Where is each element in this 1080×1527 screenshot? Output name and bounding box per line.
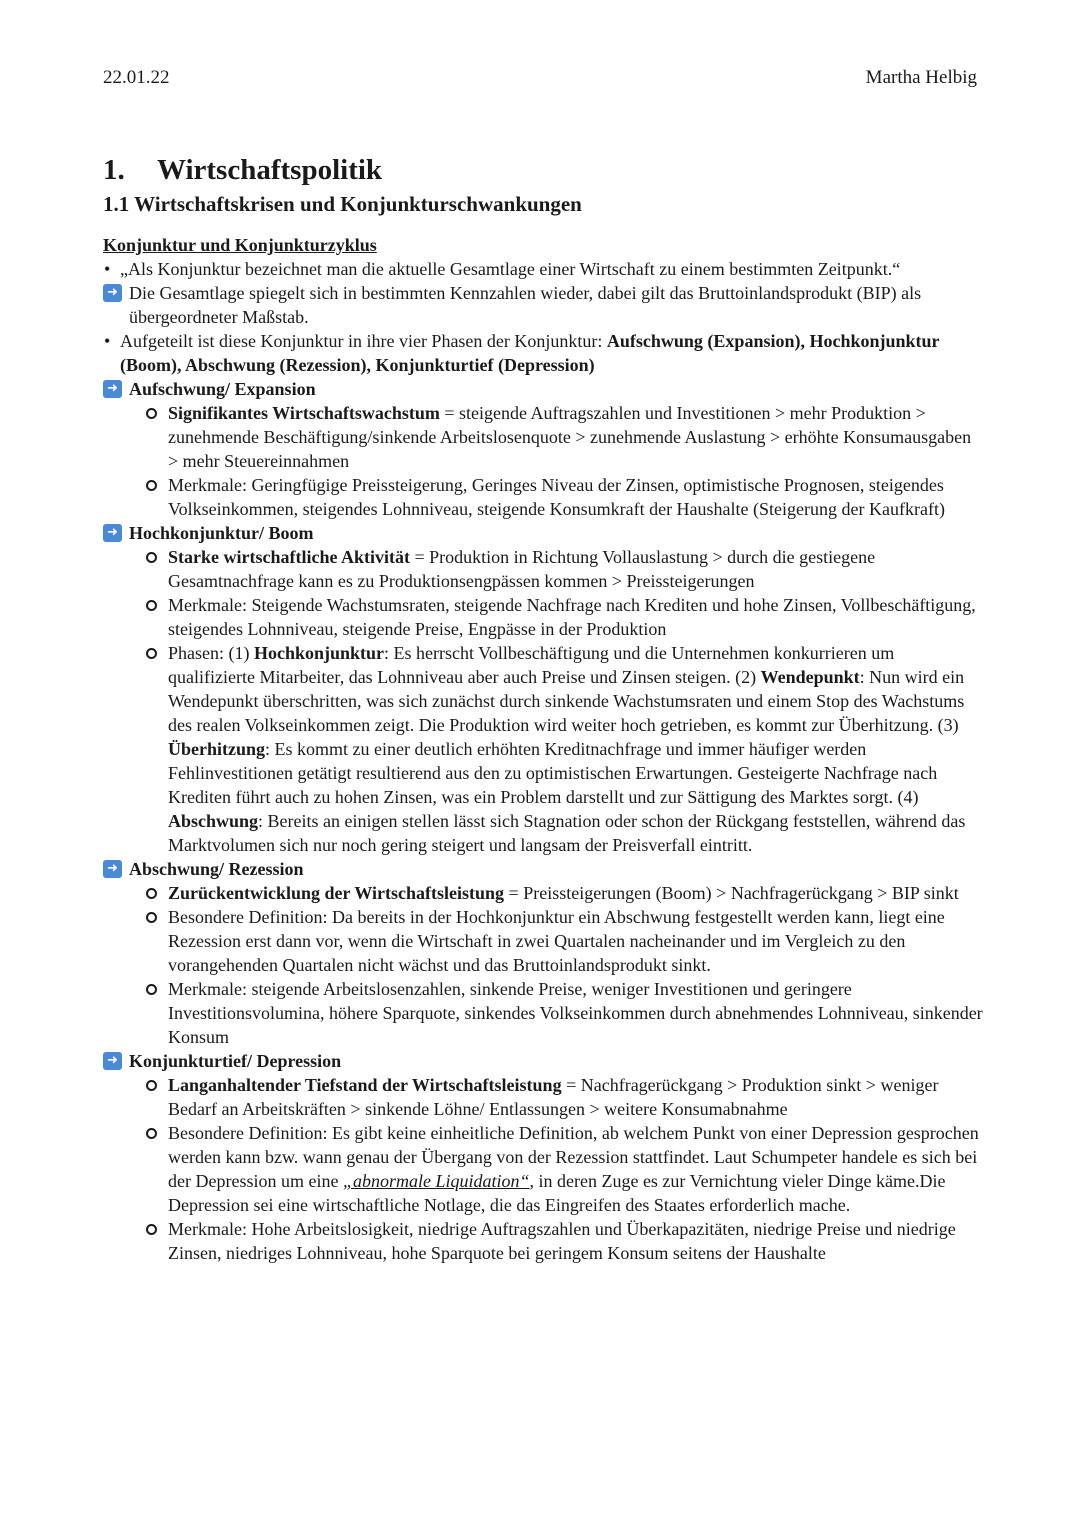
arrow-right-icon: ➜ <box>103 380 122 398</box>
intro-definition: „Als Konjunktur bezeichnet man die aktuelle Gesamtlage einer Wirtschaft zu einem bestimmten Zeitpunkt.“ <box>120 259 901 279</box>
intro-measure: Die Gesamtlage spiegelt sich in bestimmten Kennzahlen wieder, dabei gilt das Bruttoinlandsprodukt (BIP) als übergeordneter Maßstab. <box>129 283 922 327</box>
list-item: Besondere Definition: Es gibt keine einheitliche Definition, ab welchem Punkt von einer Depression gesprochen werden kann bzw. wann genau der Übergang von der Rezession stattfindet. Laut Schumpeter handele es sich bei der Depression um eine „abnormale Liquidation“, in deren Zuge es zur Vernichtung vieler Dinge käme.Die Depression sei eine wirtschaftliche Notlage, die das Eingreifen des Staates erforderlich mache. <box>103 1121 983 1217</box>
intro-phases-text: Aufgeteilt ist diese Konjunktur in ihre vier Phasen der Konjunktur: <box>120 331 607 351</box>
bullet-icon: • <box>104 331 111 351</box>
list-item: Langanhaltender Tiefstand der Wirtschaftsleistung = Nachfragerückgang > Produktion sinkt > weniger Bedarf an Arbeitskräften > sinkende Löhne/ Entlassungen > weitere Konsumabnahme <box>103 1073 983 1121</box>
arrow-right-icon: ➜ <box>103 284 122 302</box>
phase-heading-recession: ➜ Abschwung/ Rezession <box>103 857 983 881</box>
bullet-icon: • <box>104 259 111 279</box>
circle-bullet-icon <box>146 888 157 899</box>
bullet-item <box>103 329 983 377</box>
arrow-right-icon: ➜ <box>103 524 122 542</box>
list-item: Merkmale: steigende Arbeitslosenzahlen, sinkende Preise, weniger Investitionen und geringere Investitionsvolumina, höhere Sparquote, sinkendes Volkseinkommen durch abnehmendes Lohnniveau, sinkender Konsum <box>103 977 983 1049</box>
circle-bullet-icon <box>146 408 157 419</box>
circle-bullet-icon <box>146 480 157 491</box>
list-item: Merkmale: Hohe Arbeitslosigkeit, niedrige Auftragszahlen und Überkapazitäten, niedrige Preise und niedrige Zinsen, niedriges Lohnniveau, hohe Sparquote bei geringem Konsum seitens der Haushalte <box>103 1217 983 1265</box>
page-subtitle: 1.1 Wirtschaftskrisen und Konjunkturschwankungen <box>103 192 582 216</box>
circle-bullet-icon <box>146 552 157 563</box>
list-item: Zurückentwicklung der Wirtschaftsleistung = Preissteigerungen (Boom) > Nachfragerückgang > BIP sinkt <box>103 881 983 905</box>
list-item: Signifikantes Wirtschaftswachstum = steigende Auftragszahlen und Investitionen > mehr Produktion > zunehmende Beschäftigung/sinkende Arbeitslosenquote > zunehmende Auslastung > erhöhte Konsumausgaben > mehr Steuereinnahmen <box>103 401 983 473</box>
page-title <box>103 152 983 188</box>
phase-heading-expansion: ➜ Aufschwung/ Expansion <box>103 377 983 401</box>
list-item: Merkmale: Steigende Wachstumsraten, steigende Nachfrage nach Krediten und hohe Zinsen, Vollbeschäftigung, steigendes Lohnniveau, steigende Preise, Engpässe in der Produktion <box>103 593 983 641</box>
document-body <box>103 152 983 1265</box>
circle-bullet-icon <box>146 648 157 659</box>
title-text: Wirtschaftspolitik <box>157 154 383 186</box>
circle-bullet-icon <box>146 1224 157 1235</box>
circle-bullet-icon <box>146 1080 157 1091</box>
list-item: Phasen: (1) Hochkonjunktur: Es herrscht Vollbeschäftigung und die Unternehmen konkurrieren um qualifizierte Mitarbeiter, das Lohnniveau aber auch Preise und Zinsen steigen. (2) Wendepunkt: Nun wird ein Wendepunkt überschritten, was sich zunächst durch sinkende Wachstumsraten und einem Stop des Wachstums des realen Volkseinkommen zeigt. Die Produktion wird weiter hoch getrieben, es kommt zur Überhitzung. (3) Überhitzung: Es kommt zu einer deutlich erhöhten Kreditnachfrage und immer häufiger werden Fehlinvestitionen getätigt resultierend aus den zu optimistischen Erwartungen. Gesteigerte Nachfrage nach Krediten führt auch zu hohen Zinsen, was ein Problem darstellt und zur Sättigung des Marktes sorgt. (4) Abschwung: Bereits an einigen stellen lässt sich Stagnation oder schon der Rückgang feststellen, während das Marktvolumen sich nur noch gering steigert und langsam der Preisverfall eintritt. <box>103 641 983 857</box>
title-number: 1. <box>103 154 125 186</box>
phase-heading-boom: ➜ Hochkonjunktur/ Boom <box>103 521 983 545</box>
circle-bullet-icon <box>146 600 157 611</box>
section-title: Konjunktur und Konjunkturzyklus <box>103 235 377 255</box>
arrow-right-icon: ➜ <box>103 860 122 878</box>
arrow-item <box>103 281 983 329</box>
list-item: Besondere Definition: Da bereits in der Hochkonjunktur ein Abschwung festgestellt werden kann, liegt eine Rezession erst dann vor, wenn die Wirtschaft in zwei Quartalen nacheinander und im Vergleich zu den vorangehenden Quartalen nicht wächst und das Bruttoinlandsprodukt sinkt. <box>103 905 983 977</box>
liquidation-link[interactable]: „abnormale Liquidation“ <box>342 1171 530 1191</box>
intro-phases-bold: Aufschwung (Expansion), Hochkonjunktur (Boom), Abschwung (Rezession), Konjunkturtief (Depression) <box>120 331 940 375</box>
phase-heading-depression: ➜ Konjunkturtief/ Depression <box>103 1049 983 1073</box>
circle-bullet-icon <box>146 984 157 995</box>
list-item: Starke wirtschaftliche Aktivität = Produktion in Richtung Vollauslastung > durch die gestiegene Gesamtnachfrage kann es zu Produktionsengpässen kommen > Preissteigerungen <box>103 545 983 593</box>
bullet-item <box>103 257 983 281</box>
header-author: Martha Helbig <box>865 67 977 88</box>
arrow-right-icon: ➜ <box>103 1052 122 1070</box>
circle-bullet-icon <box>146 912 157 923</box>
circle-bullet-icon <box>146 1128 157 1139</box>
header-date: 22.01.22 <box>103 67 170 88</box>
list-item: Merkmale: Geringfügige Preissteigerung, Geringes Niveau der Zinsen, optimistische Prognosen, steigendes Volkseinkommen, steigendes Lohnniveau, steigende Konsumkraft der Haushalte (Steigerung der Kaufkraft) <box>103 473 983 521</box>
